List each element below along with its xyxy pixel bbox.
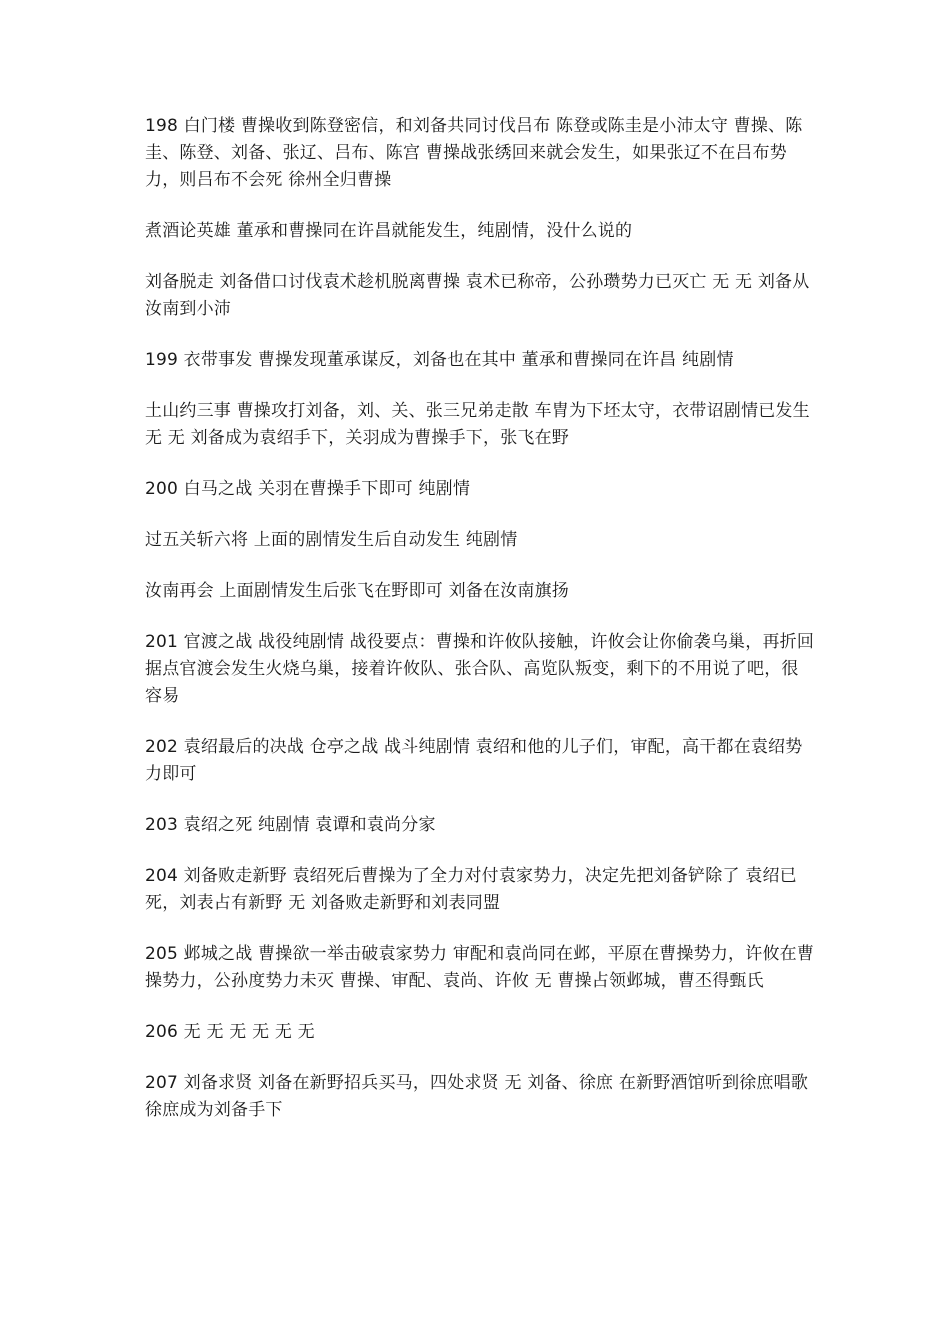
paragraph-heroes-discussion: 煮酒论英雄 董承和曹操同在许昌就能发生，纯剧情，没什么说的: [145, 221, 633, 241]
paragraph-201-guandu-battle: 201 官渡之战 战役纯剧情 战役要点：曹操和许攸队接触，许攸会让你偷袭乌巢，再折回据点官渡会发生火烧乌巢，接着许攸队、张合队、高览队叛变，剩下的不用说了吧，很容易: [145, 632, 815, 706]
paragraph-200-baima-battle: 200 白马之战 关羽在曹操手下即可 纯剧情: [145, 479, 471, 499]
paragraph-202-cangting-battle: 202 袁绍最后的决战 仓亭之战 战斗纯剧情 袁绍和他的儿子们，审配，高干都在袁绍势力即可: [145, 737, 803, 784]
paragraph-liu-bei-escape: 刘备脱走 刘备借口讨伐袁术趁机脱离曹操 袁术已称帝，公孙瓒势力已灭亡 无 无 刘备从汝南到小沛: [145, 272, 810, 319]
paragraph-205-ye-battle: 205 邺城之战 曹操欲一举击破袁家势力 审配和袁尚同在邺，平原在曹操势力，许攸在曹操势力，公孙度势力未灭 曹操、审配、袁尚、许攸 无 曹操占领邺城，曹丕得甄氏: [145, 944, 815, 991]
paragraph-five-passes: 过五关斩六将 上面的剧情发生后自动发生 纯剧情: [145, 530, 518, 550]
paragraph-runan-reunion: 汝南再会 上面剧情发生后张飞在野即可 刘备在汝南旗扬: [145, 581, 570, 601]
paragraph-203-yuan-shao-death: 203 袁绍之死 纯剧情 袁谭和袁尚分家: [145, 815, 436, 835]
paragraph-206-none: 206 无 无 无 无 无 无: [145, 1022, 315, 1042]
paragraph-199-belt-edict: 199 衣带事发 曹操发现董承谋反，刘备也在其中 董承和曹操同在许昌 纯剧情: [145, 350, 734, 370]
paragraph-tushan-three-terms: 土山约三事 曹操攻打刘备，刘、关、张三兄弟走散 车胄为下坯太守，衣带诏剧情已发生 无 无 刘备成为袁绍手下，关羽成为曹操手下，张飞在野: [145, 401, 810, 448]
document-body: [145, 113, 815, 1148]
paragraph-207-seeking-talent: 207 刘备求贤 刘备在新野招兵买马，四处求贤 无 刘备、徐庶 在新野酒馆听到徐庶唱歌 徐庶成为刘备手下: [145, 1073, 809, 1120]
paragraph-198-white-gate-tower: 198 白门楼 曹操收到陈登密信，和刘备共同讨伐吕布 陈登或陈圭是小沛太守 曹操、陈圭、陈登、刘备、张辽、吕布、陈宫 曹操战张绣回来就会发生，如果张辽不在吕布势力，则吕布不会死 徐州全归曹操: [145, 116, 803, 190]
paragraph-204-xinye-defeat: 204 刘备败走新野 袁绍死后曹操为了全力对付袁家势力，决定先把刘备铲除了 袁绍已死，刘表占有新野 无 刘备败走新野和刘表同盟: [145, 866, 797, 913]
